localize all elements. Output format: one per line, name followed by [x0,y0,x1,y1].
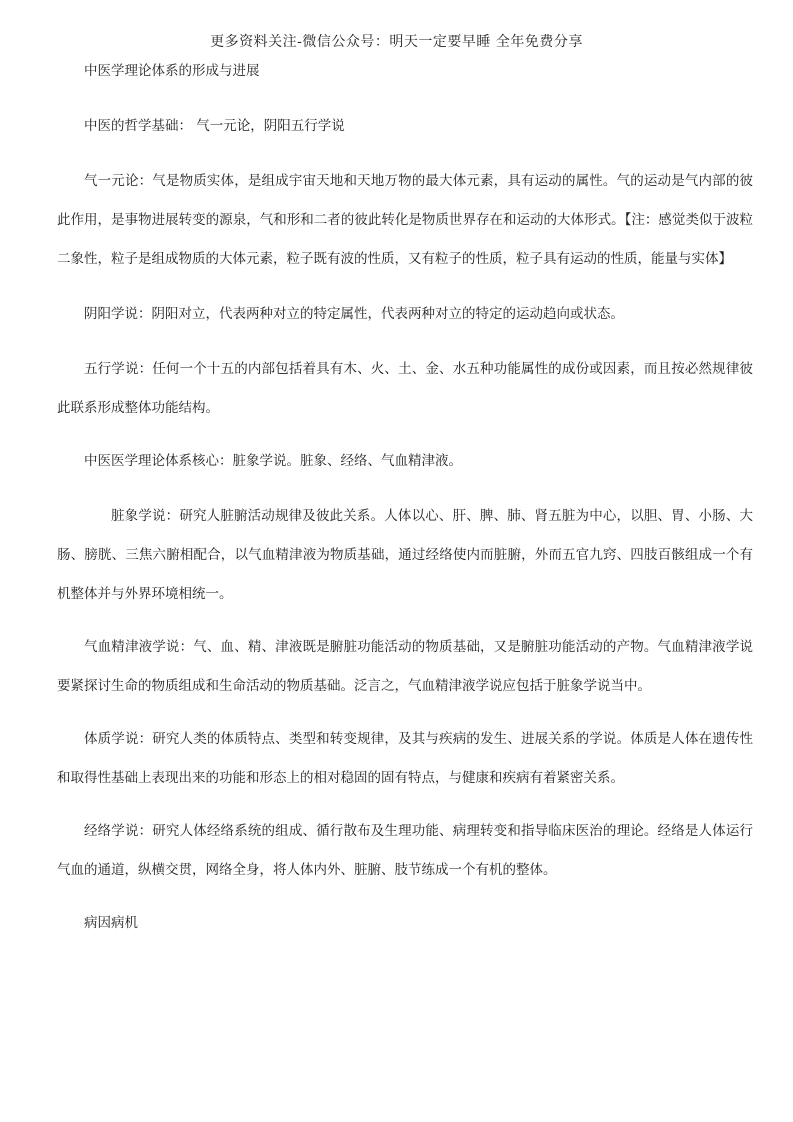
page-header: 更多资料关注-微信公众号：明天一定要早睡 全年免费分享 [210,34,583,50]
spacer [57,91,753,107]
yinyang-paragraph: 阴阳学说：阴阳对立，代表两种对立的特定属性，代表两种对立的特定的运动趋向或状态。 [84,306,624,322]
document-body [57,52,753,943]
core-paragraph: 中医医学理论体系核心：脏象学说。脏象、经络、气血精津液。 [84,453,462,469]
jingluo-paragraph: 经络学说：研究人体经络系统的组成、循行散布及生理功能、病理转变和指导临床医治的理论。经络是人体运行气血的通道，纵横交贯，网络全身，将人体内外、脏腑、肢节练成一个有机的整体。 [57,823,753,878]
spacer [57,614,753,628]
spacer [57,890,753,904]
qixue-paragraph: 气血精津液学说：气、血、精、津液既是腑脏功能活动的物质基础，又是腑脏功能活动的产物。气血精津液学说要紧探讨生命的物质组成和生命活动的物质基础。泛言之，气血精津液学说应包括于脏象学说当中。 [57,639,753,694]
section-title: 中医学理论体系的形成与进展 [84,63,260,79]
spacer [57,706,753,720]
tizhi-paragraph: 体质学说：研究人类的体质特点、类型和转变规律，及其与疾病的发生、进展关系的学说。体质是人体在遗传性和取得性基础上表现出来的功能和形态上的相对稳固的固有特点，与健康和疾病有着紧密关系。 [57,731,753,786]
spacer [57,334,753,350]
philosophy-paragraph: 中医的哲学基础： 气一元论，阴阳五行学说 [84,118,345,134]
bingyin-heading: 病因病机 [84,915,138,931]
zangxiang-paragraph: 脏象学说：研究人脏腑活动规律及彼此关系。人体以心、肝、脾、肺、肾五脏为中心，以胆、胃、小肠、大肠、膀胱、三焦六腑相配合，以气血精津液为物质基础，通过经络使内而脏腑，外而五官九窍、四肢百骸组成一个有机整体并与外界环境相统一。 [57,508,753,602]
wuxing-paragraph: 五行学说：任何一个十五的内部包括着具有木、火、土、金、水五种功能属性的成份或因素，而且按必然规律彼此联系形成整体功能结构。 [57,361,753,416]
spacer [57,428,753,442]
spacer [57,798,753,812]
spacer [57,146,753,162]
qi-theory-paragraph: 气一元论：气是物质实体，是组成宇宙天地和天地万物的最大体元素，具有运动的属性。气的运动是气内部的彼此作用，是事物进展转变的源泉，气和形和二者的彼此转化是物质世界存在和运动的大体形式。【注：感觉类似于波粒二象性，粒子是组成物质的大体元素，粒子既有波的性质，又有粒子的性质，粒子具有运动的性质，能量与实体】 [57,173,753,267]
spacer [57,481,753,497]
spacer [57,279,753,295]
